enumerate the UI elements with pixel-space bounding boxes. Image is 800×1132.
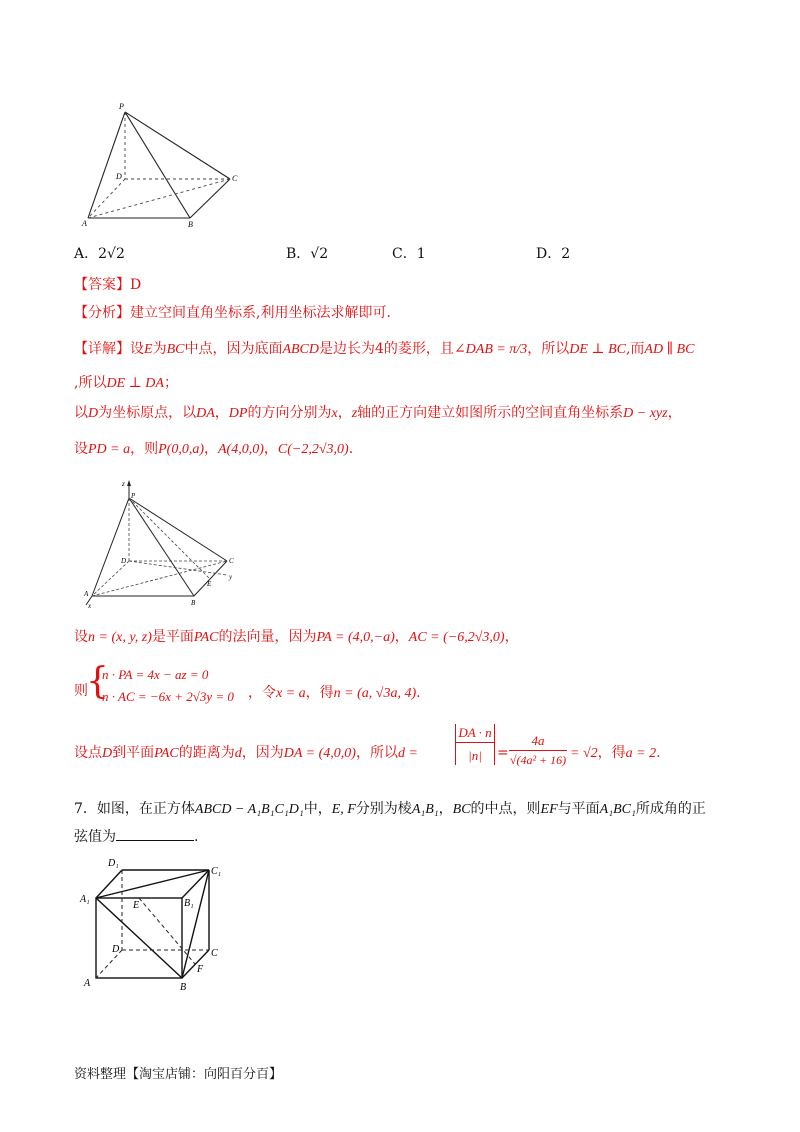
label-b: B: [188, 220, 193, 229]
distance-fraction-1: DA · n |n|: [455, 724, 495, 765]
normal-system-prefix: 则: [74, 683, 88, 699]
label-b: B: [191, 599, 196, 607]
label-e: E: [207, 580, 212, 588]
label-c: C: [211, 948, 218, 959]
option-a: A．2√2: [74, 246, 125, 262]
detail-line-2: ,所以DE ⊥ DA；: [74, 375, 178, 391]
distance-line: 设点D到平面PAC的距离为d，因为DA = (4,0,0)，所以d =: [74, 745, 418, 761]
normal-line-2-rest: ，令x = a，得n = (a, √3a, 4).: [248, 685, 421, 701]
label-p: P: [119, 102, 124, 111]
label-a: A: [84, 590, 89, 598]
distance-fraction-2: 4a √(4a² + 16): [509, 733, 567, 767]
question-7-line-1: 7．如图，在正方体ABCD − A₁B₁C₁D₁中，E, F分别为棱A₁B₁，BC的中点，则EF与平面A₁BC₁所成角的正: [74, 801, 706, 817]
cube-figure: [78, 852, 228, 992]
option-b: B．√2: [286, 246, 329, 262]
option-c: C．1: [392, 246, 426, 262]
distance-result: = √2，得a = 2.: [570, 745, 661, 761]
equation-1: n · PA = 4x − az = 0: [102, 667, 209, 682]
footer-source: 资料整理【淘宝店铺：向阳百分百】: [74, 1067, 283, 1082]
axis-y-label: y: [229, 573, 233, 581]
equation-brace: {: [86, 661, 109, 702]
answer-blank[interactable]: [116, 828, 194, 841]
label-a: A: [82, 219, 87, 228]
label-e: E: [133, 900, 140, 911]
axis-x-label: x: [88, 602, 92, 610]
label-d1: D₁: [108, 858, 119, 869]
label-f: F: [197, 964, 204, 975]
pyramid-figure: [80, 100, 250, 230]
equation-2: n · AC = −6x + 2√3y = 0: [102, 689, 234, 704]
label-b1: B₁: [184, 898, 194, 909]
question-7-line-2: 弦值为 .: [74, 829, 199, 845]
detail-line-4: 设PD = a，则P(0,0,a)，A(4,0,0)，C(−2,2√3,0).: [74, 441, 354, 457]
distance-equals: =: [497, 745, 509, 761]
label-d: D: [112, 944, 120, 955]
analysis-line: 【分析】建立空间直角坐标系,利用坐标法求解即可.: [74, 305, 391, 321]
label-d: D: [121, 557, 127, 565]
detail-line-3: 以D为坐标原点，以DA，DP的方向分别为x，z轴的正方向建立如图所示的空间直角坐标系D − xyz，: [74, 405, 682, 421]
label-c: C: [229, 557, 234, 565]
axis-z-label: z: [122, 480, 125, 488]
coordinate-pyramid-figure: [82, 478, 252, 612]
normal-line-1: 设n = (x, y, z)是平面PAC的法向量，因为PA = (4,0,−a)，AC = (−6,2√3,0)，: [74, 629, 519, 645]
detail-line-1: 【详解】设E为BC中点，因为底面ABCD是边长为4的菱形，且∠DAB = π/3，所以DE ⊥ BC,而AD ∥ BC: [74, 341, 695, 357]
label-a: A: [84, 978, 91, 989]
label-p: P: [131, 492, 136, 500]
label-c: C: [232, 174, 238, 183]
option-d: D．2: [536, 246, 571, 262]
label-c1: C₁: [211, 866, 222, 877]
label-d: D: [116, 172, 122, 181]
label-b: B: [180, 982, 187, 992]
answer-line: 【答案】D: [74, 277, 142, 293]
label-a1: A₁: [80, 894, 90, 905]
